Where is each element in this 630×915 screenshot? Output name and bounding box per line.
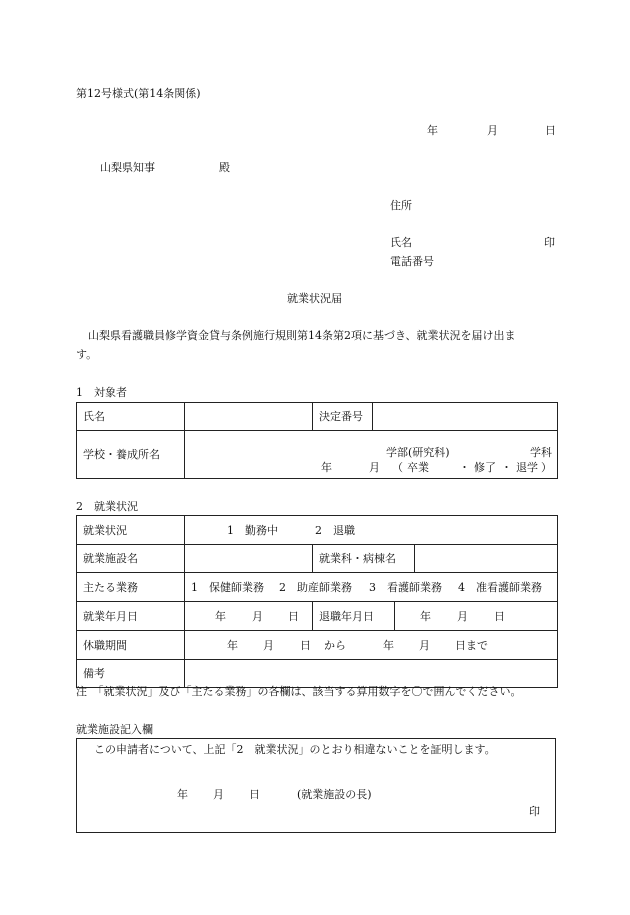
duty-option-nurse[interactable]: 3 看護師業務	[369, 581, 442, 594]
certification-text: この申請者について、上記「2 就業状況」のとおり相違ないことを証明します。	[94, 743, 496, 756]
retirement-year-label: 年	[420, 610, 431, 623]
subject-name-field[interactable]	[185, 403, 313, 431]
certification-day-label: 日	[249, 788, 260, 801]
facility-seal: 印	[529, 805, 540, 818]
employment-date-label: 就業年月日	[77, 602, 185, 631]
facility-name-label: 就業施設名	[77, 545, 185, 573]
decision-number-field[interactable]	[373, 403, 558, 431]
facility-section-heading: 就業施設記入欄	[76, 723, 153, 736]
school-label: 学校・養成所名	[77, 431, 185, 479]
certification-year-label: 年	[177, 788, 188, 801]
certification-month-label: 月	[213, 788, 224, 801]
grad-month-label: 月	[369, 461, 380, 474]
employment-status-field	[185, 516, 558, 545]
employment-day-label: 日	[288, 610, 299, 623]
status-option-retired[interactable]: 2 退職	[315, 524, 355, 537]
employment-month-label: 月	[252, 610, 263, 623]
leave-start-month-label: 月	[263, 639, 274, 652]
status-separator-2: ・	[501, 461, 512, 474]
date-year-label: 年	[427, 124, 438, 137]
grad-year-label: 年	[321, 461, 332, 474]
status-separator-1: ・	[459, 461, 470, 474]
employment-table	[76, 515, 558, 688]
employment-date-field[interactable]	[185, 602, 313, 631]
form-number: 第12号様式(第14条関係)	[76, 87, 201, 100]
duty-option-assistant-nurse[interactable]: 4 准看護師業務	[458, 581, 542, 594]
addressee: 山梨県知事	[100, 161, 155, 174]
main-duty-label: 主たる業務	[77, 573, 185, 602]
leave-start-year-label: 年	[227, 639, 238, 652]
subject-name-label: 氏名	[77, 403, 185, 431]
ward-field[interactable]	[415, 545, 558, 573]
status-completed[interactable]: 修了	[474, 461, 496, 474]
intro-line-1: 山梨県看護職員修学資金貸与条例施行規則第14条第2項に基づき、就業状況を届け出ま	[88, 329, 516, 342]
leave-from-label: から	[324, 639, 346, 652]
notes-label: 備考	[77, 660, 185, 688]
document-title: 就業状況届	[287, 292, 342, 305]
retirement-date-field[interactable]	[395, 602, 558, 631]
intro-line-2: す。	[76, 348, 98, 361]
applicant-address-label: 住所	[390, 199, 412, 212]
retirement-date-label: 退職年月日	[313, 602, 395, 631]
addressee-suffix: 殿	[219, 161, 230, 174]
subject-table	[76, 402, 558, 479]
status-paren-open: （	[392, 461, 403, 474]
employment-year-label: 年	[215, 610, 226, 623]
duty-option-public-health-nurse[interactable]: 1 保健師業務	[191, 581, 264, 594]
school-field[interactable]	[185, 431, 558, 479]
date-day-label: 日	[545, 124, 556, 137]
ward-label: 就業科・病棟名	[313, 545, 415, 573]
date-month-label: 月	[487, 124, 498, 137]
applicant-seal: 印	[544, 236, 555, 249]
leave-end-month-label: 月	[419, 639, 430, 652]
status-graduated[interactable]: 卒業	[407, 461, 429, 474]
facility-name-field[interactable]	[185, 545, 313, 573]
notes-field[interactable]	[185, 660, 558, 688]
facility-head-label: (就業施設の長)	[297, 788, 372, 801]
employment-status-label: 就業状況	[77, 516, 185, 545]
applicant-name-label: 氏名	[390, 236, 412, 249]
faculty-label: 学部(研究科)	[386, 446, 450, 459]
section2-heading: 2 就業状況	[76, 500, 138, 513]
leave-period-field[interactable]	[185, 631, 558, 660]
applicant-phone-label: 電話番号	[390, 255, 434, 268]
main-duty-field	[185, 573, 558, 602]
status-withdrawn[interactable]: 退学	[516, 461, 538, 474]
decision-number-label: 決定番号	[313, 403, 373, 431]
retirement-day-label: 日	[494, 610, 505, 623]
facility-certification-box	[76, 738, 556, 833]
duty-option-midwife[interactable]: 2 助産師業務	[279, 581, 352, 594]
leave-period-label: 休職期間	[77, 631, 185, 660]
leave-until-label: 日まで	[455, 639, 488, 652]
leave-end-year-label: 年	[383, 639, 394, 652]
section1-heading: 1 対象者	[76, 386, 127, 399]
retirement-month-label: 月	[457, 610, 468, 623]
footnote: 注 「就業状況」及び「主たる業務」の各欄は、該当する算用数字を〇で囲んでください。	[76, 685, 522, 698]
status-paren-close: ）	[541, 461, 552, 474]
leave-start-day-label: 日	[300, 639, 311, 652]
department-label: 学科	[530, 446, 552, 459]
status-option-working[interactable]: 1 勤務中	[227, 524, 278, 537]
